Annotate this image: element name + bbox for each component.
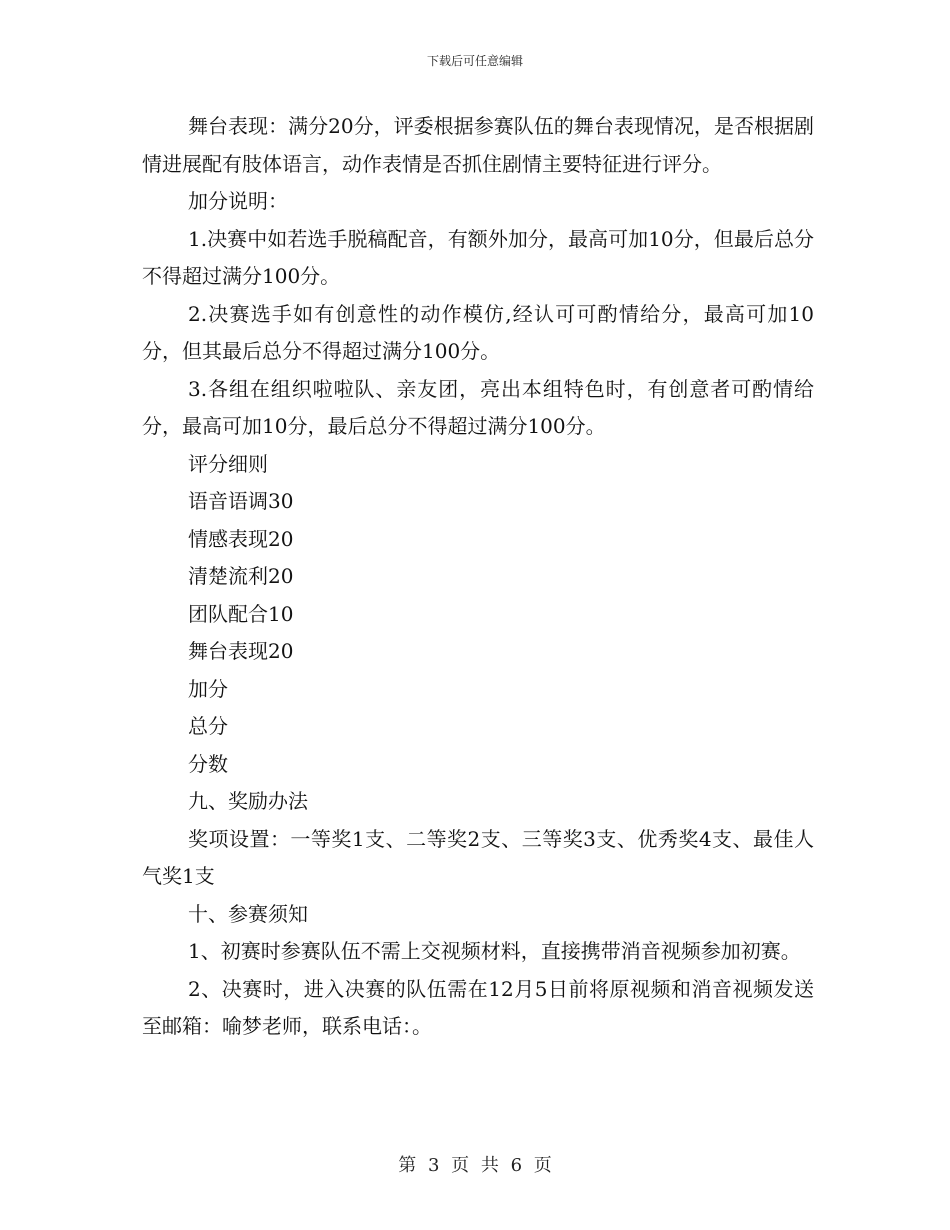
page-header: 下载后可任意编辑 [426, 54, 523, 68]
paragraph-score-emotion: 情感表现20 [188, 526, 294, 551]
paragraph-score-points: 分数 [188, 751, 228, 776]
paragraph-bonus-heading: 加分说明： [188, 189, 288, 213]
paragraph-notice-1: 1、初赛时参赛队伍不需上交视频材料，直接携带消音视频参加初赛。 [188, 939, 801, 963]
paragraph-score-intonation: 语音语调30 [188, 489, 294, 513]
document-body [142, 108, 814, 1046]
paragraph-bonus-3: 3.各组在组织啦啦队、亲友团，亮出本组特色时，有创意者可酌情给分，最高可加10分，最后总分不得超过满分100分。 [142, 376, 814, 438]
paragraph-score-bonus: 加分 [188, 676, 228, 701]
paragraph-score-teamwork: 团队配合10 [188, 601, 294, 626]
paragraph-bonus-1: 1.决赛中如若选手脱稿配音，有额外加分，最高可加10分，但最后总分不得超过满分100分。 [142, 226, 814, 288]
page-footer: 第 3 页 共 6 页 [398, 1155, 552, 1176]
paragraph-score-total: 总分 [188, 714, 228, 738]
paragraph-bonus-2: 2.决赛选手如有创意性的动作模仿,经认可可酌情给分，最高可加10分，但其最后总分不得超过满分100分。 [142, 301, 814, 363]
paragraph-score-fluency: 清楚流利20 [188, 564, 294, 588]
section-heading-notice: 十、参赛须知 [188, 901, 308, 926]
paragraph-awards: 奖项设置：一等奖1支、二等奖2支、三等奖3支、优秀奖4支、最佳人气奖1支 [142, 826, 814, 888]
paragraph-score-stage: 舞台表现20 [188, 639, 294, 663]
paragraph-notice-2: 2、决赛时，进入决赛的队伍需在12月5日前将原视频和消音视频发送至邮箱：喻梦老师，联系电话：。 [142, 976, 814, 1038]
section-heading-rewards: 九、奖励办法 [188, 789, 308, 813]
paragraph-stage-performance: 舞台表现：满分20分，评委根据参赛队伍的舞台表现情况，是否根据剧情进展配有肢体语言，动作表情是否抓住剧情主要特征进行评分。 [142, 114, 814, 176]
paragraph-scoring-details: 评分细则 [188, 451, 268, 476]
